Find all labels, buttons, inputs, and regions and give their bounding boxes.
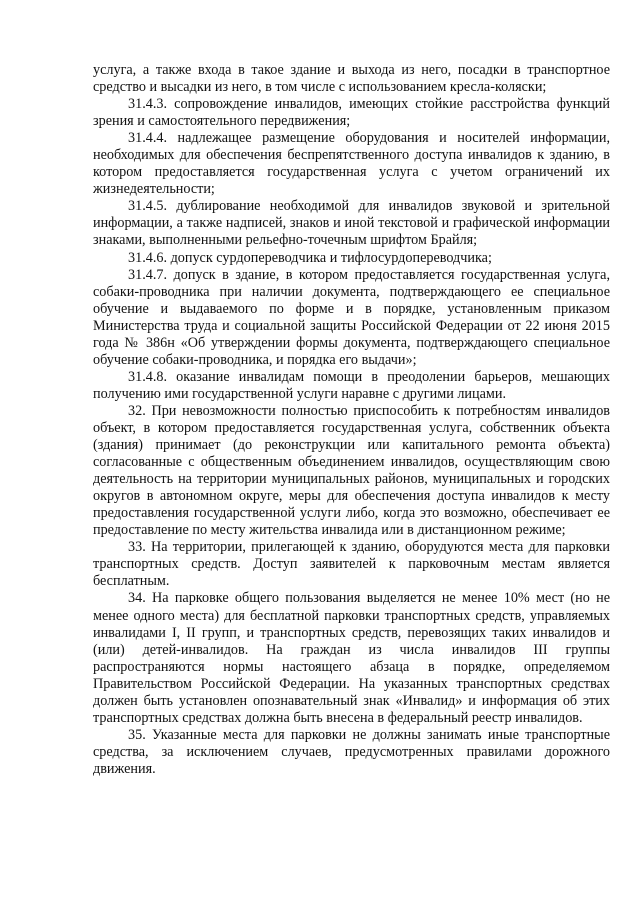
paragraph-33: 33. На территории, прилегающей к зданию, оборудуются места для парковки транспортных средств. Доступ заявителей к парковочным местам является бесплатным.	[93, 539, 610, 590]
paragraph-31-4-6: 31.4.6. допуск сурдопереводчика и тифлосурдопереводчика;	[128, 249, 492, 266]
paragraph-34: 34. На парковке общего пользования выделяется не менее 10% мест (но не менее одного места) для бесплатной парковки транспортных средств, управляемых инвалидами I, II групп, и транспортных средств, перевозящих таких инвалидов и (или) детей-инвалидов. На граждан из числа инвалидов III группы распространяются нормы настоящего абзаца в порядке, определяемом Правительством Российской Федерации. На указанных транспортных средствах должен быть установлен опознавательный знак «Инвалид» и информация об этих транспортных средствах должна быть внесена в федеральный реестр инвалидов.	[93, 590, 610, 726]
paragraph-31-4-4: 31.4.4. надлежащее размещение оборудования и носителей информации, необходимых для обеспечения беспрепятственного доступа инвалидов к зданию, в котором предоставляется государственная услуга с учетом ограничений их жизнедеятельности;	[93, 130, 610, 198]
paragraph-32: 32. При невозможности полностью приспособить к потребностям инвалидов объект, в котором предоставляется государственная услуга, собственник объекта (здания) принимает (до реконструкции или капитального ремонта объекта) согласованные с общественным объединением инвалидов, осуществляющим свою деятельность на территории муниципальных районов, муниципальных и городских округов в автономном округе, меры для обеспечения доступа инвалидов к месту предоставления государственной услуги либо, когда это возможно, обеспечивает ее предоставление по месту жительства инвалида или в дистанционном режиме;	[93, 402, 610, 539]
paragraph-31-4-3: 31.4.3. сопровождение инвалидов, имеющих стойкие расстройства функций зрения и самостоятельного передвижения;	[93, 96, 610, 130]
paragraph-continuation: услуга, а также входа в такое здание и выхода из него, посадки в транспортное средство и высадки из него, в том числе с использованием кресла-коляски;	[93, 62, 610, 96]
paragraph-31-4-8: 31.4.8. оказание инвалидам помощи в преодолении барьеров, мешающих получению ими государственной услуги наравне с другими лицами.	[93, 368, 610, 402]
paragraph-31-4-7: 31.4.7. допуск в здание, в котором предоставляется государственная услуга, собаки-проводника при наличии документа, подтверждающего ее специальное обучение и выдаваемого по форме и в порядке, установленным приказом Министерства труда и социальной защиты Российской Федерации от 22 июня 2015 года № 386н «Об утверждении формы документа, подтверждающего специальное обучение собаки-проводника, и порядка его выдачи»;	[93, 266, 610, 368]
paragraph-31-4-5: 31.4.5. дублирование необходимой для инвалидов звуковой и зрительной информации, а также надписей, знаков и иной текстовой и графической информации знаками, выполненными рельефно-точечным шрифтом Брайля;	[93, 198, 610, 249]
paragraph-35: 35. Указанные места для парковки не должны занимать иные транспортные средства, за исключением случаев, предусмотренных правилами дорожного движения.	[93, 726, 610, 777]
document-page	[93, 62, 610, 778]
